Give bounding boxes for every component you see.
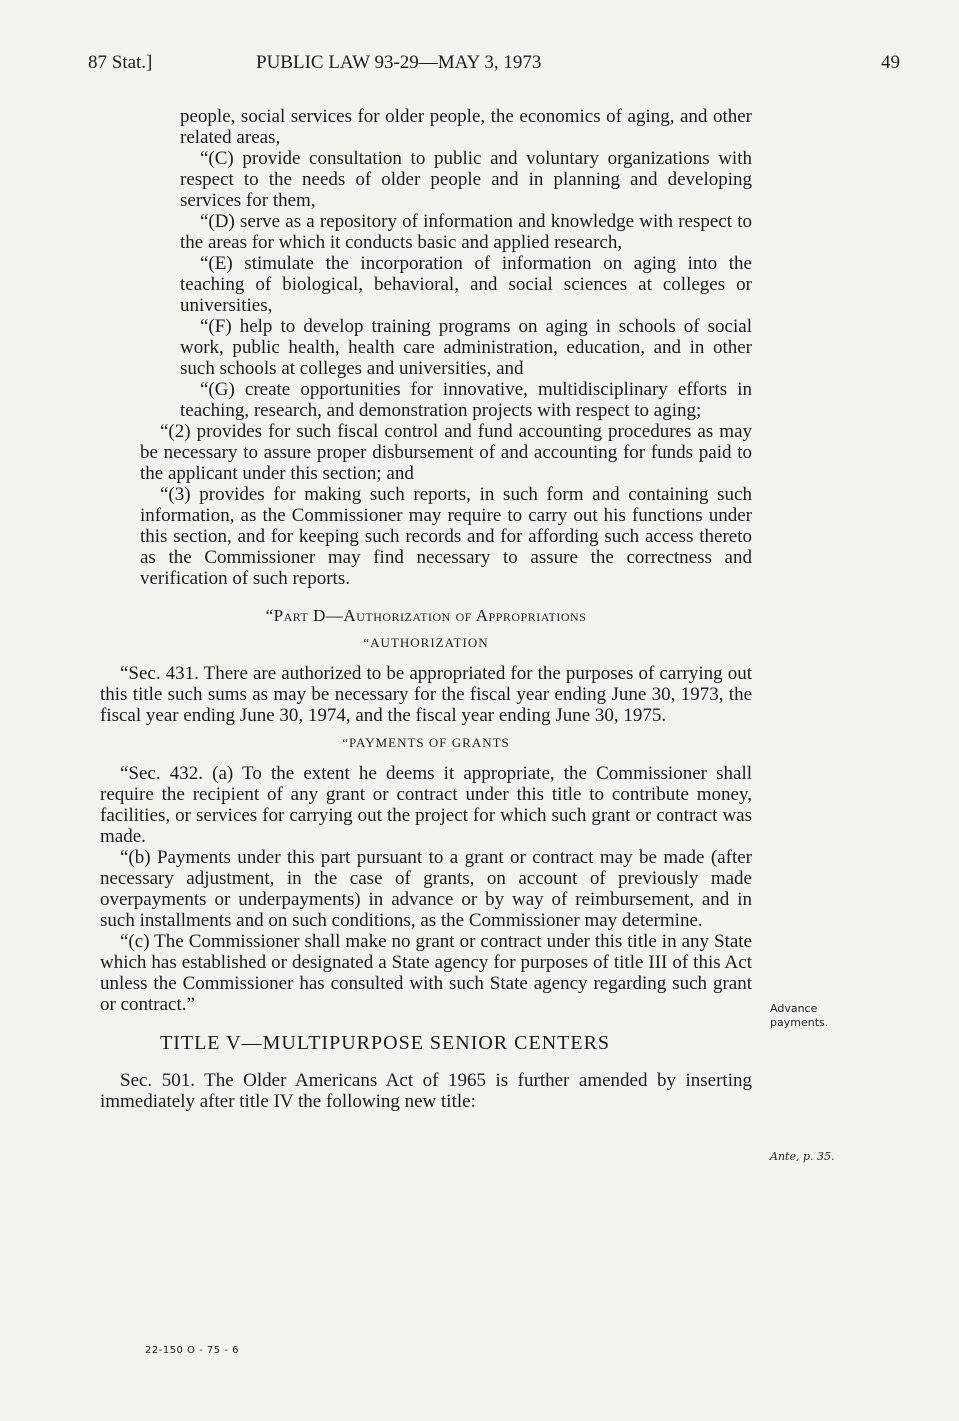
paragraph-3: “(3) provides for making such reports, in such form and containing such information, as the Commissioner may require to carry out his functions under this section, and for keeping such records and for affording such access thereto as the Commissioner may find necessary to assure the correctness and verification of such reports.: [140, 484, 752, 589]
page-number: 49: [881, 52, 900, 73]
margin-note-advance-payments: Advance payments.: [770, 1002, 829, 1029]
main-text-column: [100, 106, 752, 1112]
footer-code: 22-150 O - 75 - 6: [145, 1345, 239, 1356]
clause-c: “(C) provide consultation to public and voluntary organizations with respect to the needs of older people and in planning and developing services for them,: [180, 148, 752, 211]
running-title: PUBLIC LAW 93-29—MAY 3, 1973: [256, 52, 542, 73]
paragraph-2: “(2) provides for such fiscal control and fund accounting procedures as may be necessary to assure proper disbursement of and accounting for funds paid to the applicant under this section; and: [140, 421, 752, 484]
clause-d: “(D) serve as a repository of information and knowledge with respect to the areas for which it conducts basic and applied research,: [180, 211, 752, 253]
title-v-heading: TITLE V—MULTIPURPOSE SENIOR CENTERS: [160, 1032, 611, 1054]
paragraph-continuation: people, social services for older people, the economics of aging, and other related areas,: [180, 106, 752, 148]
payments-heading: “PAYMENTS OF GRANTS: [342, 735, 510, 750]
statute-reference: 87 Stat.]: [88, 52, 153, 73]
page-header: [88, 52, 900, 82]
section-432-a: “Sec. 432. (a) To the extent he deems it appropriate, the Commissioner shall require the recipient of any grant or contract under this title to contribute money, facilities, or services for carrying out the project for which such grant or contract was made.: [100, 763, 752, 847]
authorization-heading: “AUTHORIZATION: [363, 635, 489, 650]
section-432-c: “(c) The Commissioner shall make no grant or contract under this title in any State which has established or designated a State agency for purposes of title III of this Act unless the Commissioner has consulted with such State agency regarding such grant or contract.”: [100, 931, 752, 1015]
clause-e: “(E) stimulate the incorporation of information on aging into the teaching of biological, behavioral, and social sciences at colleges or universities,: [180, 253, 752, 316]
section-431: “Sec. 431. There are authorized to be appropriated for the purposes of carrying out this title such sums as may be necessary for the fiscal year ending June 30, 1973, the fiscal year ending June 30, 1974, and the fiscal year ending June 30, 1975.: [100, 663, 752, 726]
clause-g: “(G) create opportunities for innovative, multidisciplinary efforts in teaching, research, and demonstration projects with respect to aging;: [180, 379, 752, 421]
clause-f: “(F) help to develop training programs on aging in schools of social work, public health, health care administration, education, and in other such schools at colleges and universities, and: [180, 316, 752, 379]
margin-note-ante: Ante, p. 35.: [770, 1150, 835, 1163]
part-d-heading: “Part D—Authorization of Appropriations: [265, 606, 587, 625]
section-432-b: “(b) Payments under this part pursuant to a grant or contract may be made (after necessary adjustment, in the case of grants, on account of previously made overpayments or underpayments) in advance or by way of reimbursement, and in such installments and on such conditions, as the Commissioner may determine.: [100, 847, 752, 931]
section-501: Sec. 501. The Older Americans Act of 1965 is further amended by inserting immediately after title IV the following new title:: [100, 1070, 752, 1112]
